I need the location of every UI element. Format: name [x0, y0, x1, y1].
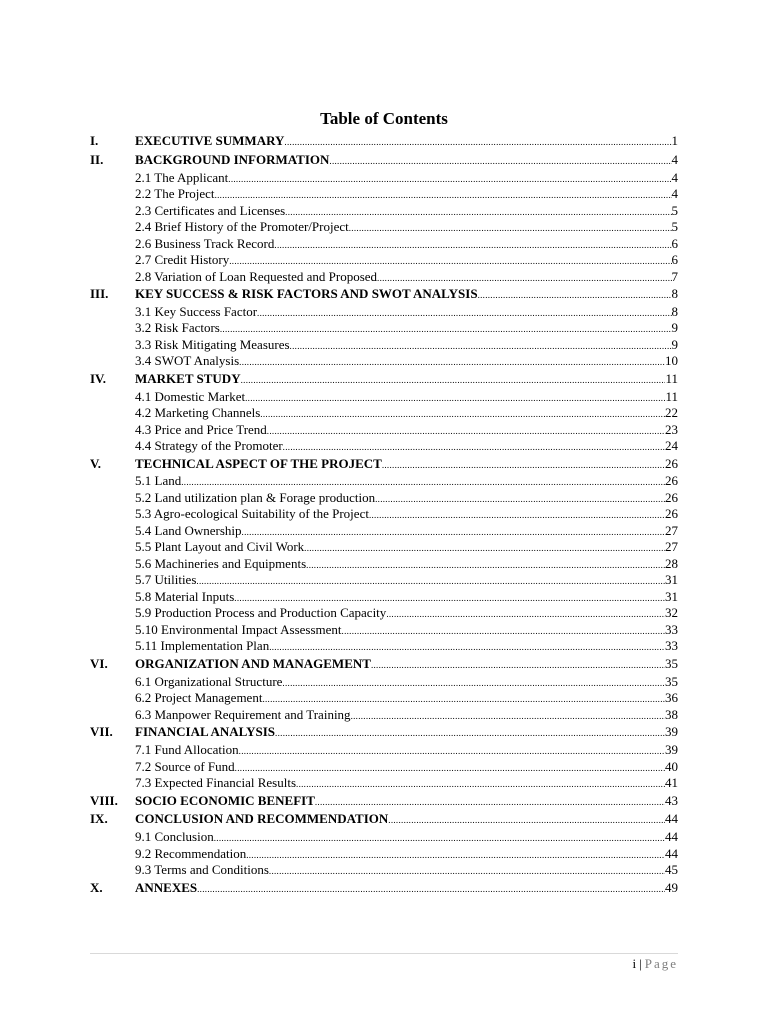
toc-entry-label: CONCLUSION AND RECOMMENDATION — [135, 811, 389, 827]
toc-entry-label: 4.1 Domestic Market — [135, 388, 246, 404]
toc-entry-page: 8 — [671, 303, 678, 319]
toc-entry-label: ORGANIZATION AND MANAGEMENT — [135, 655, 371, 671]
toc-entry-page: 11 — [665, 370, 678, 386]
toc-entry-label: 3.3 Risk Mitigating Measures — [135, 336, 290, 352]
toc-dot-leader — [197, 880, 665, 899]
toc-entry-page: 1 — [671, 133, 678, 148]
toc-entry-label: 2.3 Certificates and Licenses — [135, 202, 286, 218]
toc-dot-leader — [282, 675, 665, 692]
toc-entry-page: 40 — [665, 758, 678, 774]
toc-entry-label: 5.8 Material Inputs — [135, 588, 235, 604]
toc-dot-leader — [386, 606, 665, 623]
toc-entry-sub[interactable] — [90, 320, 678, 337]
toc-entry-sub[interactable] — [90, 269, 678, 286]
toc-entry-sub[interactable] — [90, 775, 678, 792]
toc-entry-label: 5.11 Implementation Plan — [135, 638, 270, 654]
toc-dot-leader — [375, 491, 665, 508]
toc-entry-sub[interactable] — [90, 523, 678, 540]
toc-entry-label: TECHNICAL ASPECT OF THE PROJECT — [135, 455, 382, 471]
toc-entry-sub[interactable] — [90, 236, 678, 253]
toc-dot-leader — [257, 305, 671, 322]
toc-entry-main[interactable] — [90, 132, 678, 151]
toc-dot-leader — [275, 724, 665, 743]
toc-entry-sub[interactable] — [90, 252, 678, 269]
toc-entry-label: FINANCIAL ANALYSIS — [135, 724, 276, 740]
toc-dot-leader — [260, 406, 665, 423]
toc-entry-label: 6.2 Project Management — [135, 690, 263, 706]
toc-entry-page: 36 — [665, 690, 678, 706]
toc-entry-page: 11 — [665, 388, 678, 404]
toc-entry-page: 44 — [665, 829, 678, 845]
footer-page-number: i — [632, 956, 637, 971]
toc-entry-label: 2.6 Business Track Record — [135, 235, 275, 251]
toc-dot-leader — [228, 171, 671, 188]
toc-entry-sub[interactable] — [90, 186, 678, 203]
toc-entry-page: 27 — [665, 539, 678, 555]
toc-dot-leader — [349, 220, 672, 237]
toc-entry-page: 31 — [665, 572, 678, 588]
toc-entry-page: 4 — [671, 169, 678, 185]
toc-entry-label: 5.4 Land Ownership — [135, 522, 242, 538]
toc-entry-page: 44 — [665, 845, 678, 861]
toc-entry-numeral: III. — [90, 286, 109, 302]
toc-entry-sub[interactable] — [90, 622, 678, 639]
toc-entry-sub[interactable] — [90, 304, 678, 321]
toc-entry-label: 7.3 Expected Financial Results — [135, 775, 297, 791]
toc-title: Table of Contents — [320, 109, 448, 128]
toc-entry-page: 31 — [665, 588, 678, 604]
toc-entry-label: 6.1 Organizational Structure — [135, 673, 283, 689]
toc-entry-main[interactable] — [90, 151, 678, 170]
toc-dot-leader — [242, 524, 665, 541]
toc-entry-page: 5 — [671, 202, 678, 218]
toc-entry-label: 5.3 Agro-ecological Suitability of the Project — [135, 506, 369, 522]
toc-dot-leader — [229, 253, 671, 270]
toc-dot-leader — [283, 439, 665, 456]
toc-dot-leader — [235, 760, 665, 777]
toc-entry-numeral: VIII. — [90, 792, 118, 808]
footer-page-word: Page — [644, 956, 678, 971]
toc-entry-page: 45 — [665, 862, 678, 878]
toc-entry-label: 2.4 Brief History of the Promoter/Project — [135, 219, 349, 235]
toc-dot-leader — [181, 474, 665, 491]
toc-entry-page: 6 — [671, 252, 678, 268]
toc-dot-leader — [342, 623, 665, 640]
toc-entry-label: 3.1 Key Success Factor — [135, 303, 258, 319]
toc-entry-label: 5.5 Plant Layout and Civil Work — [135, 539, 305, 555]
toc-entry-page: 35 — [665, 673, 678, 689]
toc-entry-sub[interactable] — [90, 438, 678, 455]
toc-entry-page: 33 — [665, 621, 678, 637]
toc-entry-numeral: II. — [90, 151, 104, 167]
toc-entry-page: 39 — [665, 724, 678, 740]
toc-entry-page: 44 — [665, 811, 678, 827]
toc-entry-sub[interactable] — [90, 490, 678, 507]
toc-dot-leader — [377, 270, 671, 287]
toc-entry-page: 6 — [671, 235, 678, 251]
toc-entry-sub[interactable] — [90, 219, 678, 236]
toc-entry-label: 4.2 Marketing Channels — [135, 405, 261, 421]
toc-entry-label: 5.6 Machineries and Equipments — [135, 555, 307, 571]
toc-dot-leader — [304, 540, 665, 557]
toc-dot-leader — [246, 847, 665, 864]
toc-dot-leader — [315, 793, 665, 812]
toc-entry-page: 39 — [665, 742, 678, 758]
toc-entry-label: 9.1 Conclusion — [135, 829, 214, 845]
toc-entry-numeral: VI. — [90, 655, 108, 671]
toc-entry-label: 4.3 Price and Price Trend — [135, 421, 267, 437]
toc-dot-leader — [196, 573, 665, 590]
toc-entry-page: 49 — [665, 879, 678, 895]
toc-entry-page: 9 — [671, 336, 678, 352]
toc-dot-leader — [239, 354, 665, 371]
toc-entry-page: 41 — [665, 775, 678, 791]
toc-entry-sub[interactable] — [90, 422, 678, 439]
toc-dot-leader — [290, 338, 672, 355]
toc-entry-main[interactable] — [90, 285, 678, 304]
toc-entry-label: MARKET STUDY — [135, 370, 241, 386]
toc-entry-numeral: IX. — [90, 811, 108, 827]
toc-entry-label: 5.1 Land — [135, 473, 182, 489]
toc-entry-page: 35 — [665, 655, 678, 671]
toc-dot-leader — [269, 863, 665, 880]
toc-entry-label: ANNEXES — [135, 879, 198, 895]
toc-entry-main[interactable] — [90, 455, 678, 474]
toc-entry-page: 5 — [671, 219, 678, 235]
toc-entry-label: 5.10 Environmental Impact Assessment — [135, 621, 342, 637]
toc-dot-leader — [382, 456, 665, 475]
toc-dot-leader — [274, 237, 671, 254]
toc-entry-page: 8 — [671, 286, 678, 302]
toc-entry-page: 26 — [665, 473, 678, 489]
toc-entry-label: KEY SUCCESS & RISK FACTORS AND SWOT ANALYSIS — [135, 286, 478, 302]
toc-entry-main[interactable] — [90, 723, 678, 742]
toc-entry-main[interactable] — [90, 879, 678, 898]
toc-entry-page: 43 — [665, 792, 678, 808]
toc-entry-sub[interactable] — [90, 829, 678, 846]
footer-separator: | — [639, 956, 642, 971]
toc-entry-sub[interactable] — [90, 707, 678, 724]
toc-entry-label: 5.2 Land utilization plan & Forage production — [135, 489, 376, 505]
page-footer — [632, 956, 678, 972]
toc-dot-leader — [371, 656, 665, 675]
toc-entry-sub[interactable] — [90, 170, 678, 187]
toc-entry-page: 7 — [671, 268, 678, 284]
toc-entry-page: 27 — [665, 522, 678, 538]
toc-entry-sub[interactable] — [90, 572, 678, 589]
toc-entry-sub[interactable] — [90, 539, 678, 556]
toc-entry-main[interactable] — [90, 810, 678, 829]
toc-entry-label: 3.2 Risk Factors — [135, 320, 220, 336]
toc-entry-main[interactable] — [90, 792, 678, 811]
footer-divider — [90, 953, 678, 954]
toc-entry-sub[interactable] — [90, 203, 678, 220]
toc-entry-label: BACKGROUND INFORMATION — [135, 151, 330, 167]
toc-entry-sub[interactable] — [90, 405, 678, 422]
toc-dot-leader — [478, 286, 672, 305]
toc-entry-label: 2.2 The Project — [135, 186, 215, 202]
toc-dot-leader — [369, 507, 665, 524]
toc-dot-leader — [245, 390, 665, 407]
toc-entry-sub[interactable] — [90, 846, 678, 863]
toc-entry-sub[interactable] — [90, 389, 678, 406]
toc-entry-page: 32 — [665, 605, 678, 621]
toc-entry-label: 4.4 Strategy of the Promoter — [135, 438, 283, 454]
toc-entry-page: 10 — [665, 353, 678, 369]
toc-entry-sub[interactable] — [90, 556, 678, 573]
toc-dot-leader — [234, 590, 665, 607]
toc-entry-numeral: V. — [90, 455, 101, 471]
toc-dot-leader — [285, 204, 671, 221]
toc-dot-leader — [306, 557, 665, 574]
toc-entry-label: 5.7 Utilities — [135, 572, 197, 588]
toc-dot-leader — [388, 811, 665, 830]
toc-entry-label: SOCIO ECONOMIC BENEFIT — [135, 792, 315, 808]
toc-entry-label: 3.4 SWOT Analysis — [135, 353, 240, 369]
toc-entry-page: 33 — [665, 638, 678, 654]
toc-dot-leader — [329, 152, 671, 171]
toc-entry-page: 4 — [671, 151, 678, 167]
toc-entry-label: EXECUTIVE SUMMARY — [135, 133, 285, 148]
toc-dot-leader — [262, 691, 665, 708]
toc-dot-leader — [215, 187, 672, 204]
toc-dot-leader — [284, 133, 671, 152]
toc-dot-leader — [239, 743, 665, 760]
toc-entry-main[interactable] — [90, 655, 678, 674]
toc-entry-label: 7.1 Fund Allocation — [135, 742, 239, 758]
toc-entry-sub[interactable] — [90, 759, 678, 776]
toc-dot-leader — [241, 371, 666, 390]
toc-entry-page: 38 — [665, 706, 678, 722]
toc-entry-page: 23 — [665, 421, 678, 437]
toc-entry-numeral: VII. — [90, 724, 113, 740]
toc-entry-page: 4 — [671, 186, 678, 202]
toc-entry-page: 26 — [665, 455, 678, 471]
toc-entry-page: 26 — [665, 489, 678, 505]
toc-entry-numeral: I. — [90, 133, 99, 148]
toc-entry-sub[interactable] — [90, 473, 678, 490]
table-of-contents — [90, 132, 678, 897]
toc-entry-sub[interactable] — [90, 337, 678, 354]
toc-entry-numeral: X. — [90, 879, 103, 895]
toc-entry-sub[interactable] — [90, 742, 678, 759]
toc-dot-leader — [296, 776, 665, 793]
toc-entry-sub[interactable] — [90, 690, 678, 707]
toc-entry-label: 5.9 Production Process and Production Capacity — [135, 605, 387, 621]
toc-entry-page: 22 — [665, 405, 678, 421]
toc-entry-page: 9 — [671, 320, 678, 336]
toc-entry-numeral: IV. — [90, 370, 107, 386]
toc-entry-sub[interactable] — [90, 506, 678, 523]
toc-dot-leader — [351, 708, 665, 725]
toc-entry-page: 26 — [665, 506, 678, 522]
toc-entry-page: 24 — [665, 438, 678, 454]
toc-dot-leader — [220, 321, 672, 338]
toc-entry-label: 2.1 The Applicant — [135, 169, 229, 185]
toc-entry-sub[interactable] — [90, 638, 678, 655]
toc-entry-sub[interactable] — [90, 605, 678, 622]
toc-entry-sub[interactable] — [90, 353, 678, 370]
toc-entry-page: 28 — [665, 555, 678, 571]
toc-entry-sub[interactable] — [90, 674, 678, 691]
toc-entry-label: 9.3 Terms and Conditions — [135, 862, 269, 878]
toc-entry-label: 2.7 Credit History — [135, 252, 230, 268]
toc-entry-label: 9.2 Recommendation — [135, 845, 247, 861]
toc-entry-main[interactable] — [90, 370, 678, 389]
toc-dot-leader — [269, 639, 665, 656]
toc-dot-leader — [267, 423, 665, 440]
toc-entry-label: 6.3 Manpower Requirement and Training — [135, 706, 351, 722]
toc-entry-label: 7.2 Source of Fund — [135, 758, 235, 774]
toc-entry-label: 2.8 Variation of Loan Requested and Proposed — [135, 268, 378, 284]
toc-entry-sub[interactable] — [90, 862, 678, 879]
toc-entry-sub[interactable] — [90, 589, 678, 606]
toc-dot-leader — [214, 830, 665, 847]
